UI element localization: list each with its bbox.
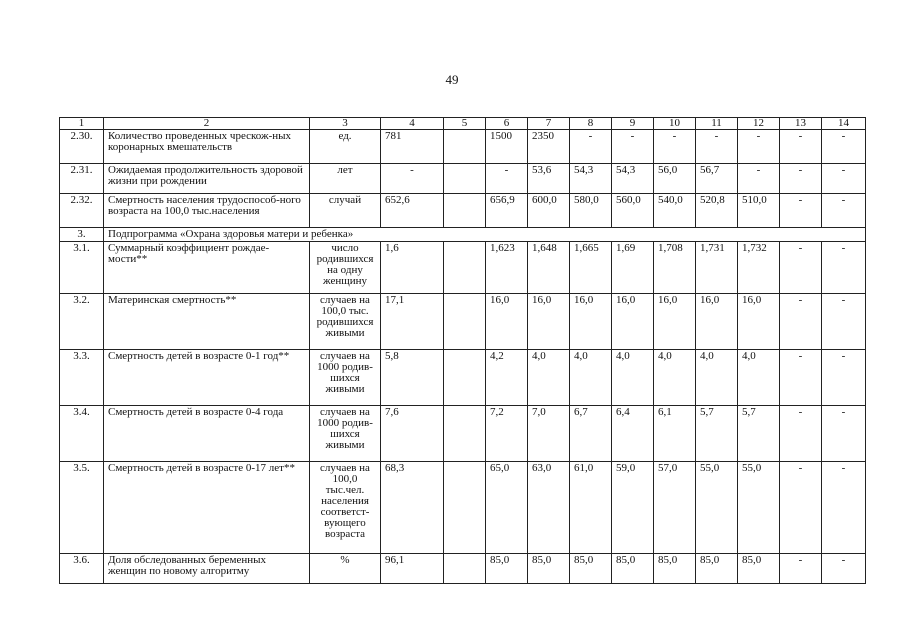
value-cell: - xyxy=(738,164,780,194)
value-cell: - xyxy=(822,242,866,294)
header-cell-4: 4 xyxy=(381,118,444,130)
value-cell: 85,0 xyxy=(612,554,654,584)
value-cell: 16,0 xyxy=(696,294,738,350)
value-cell: 1,623 xyxy=(486,242,528,294)
row-number: 3.6. xyxy=(60,554,104,584)
unit-cell: случаев на 100,0 тыс.чел. населения соответст-вующего возраста xyxy=(310,462,381,554)
value-cell: 16,0 xyxy=(528,294,570,350)
row-number: 3.4. xyxy=(60,406,104,462)
indicator-name: Смертность населения трудоспособ-ного возраста на 100,0 тыс.населения xyxy=(104,194,310,228)
value-cell: 61,0 xyxy=(570,462,612,554)
value-cell: 85,0 xyxy=(654,554,696,584)
value-cell: 85,0 xyxy=(486,554,528,584)
indicator-name: Смертность детей в возрасте 0-4 года xyxy=(104,406,310,462)
value-cell: - xyxy=(381,164,444,194)
value-cell: 85,0 xyxy=(738,554,780,584)
value-cell: 7,6 xyxy=(381,406,444,462)
value-cell xyxy=(444,462,486,554)
value-cell: 600,0 xyxy=(528,194,570,228)
value-cell: 7,2 xyxy=(486,406,528,462)
header-cell-12: 12 xyxy=(738,118,780,130)
unit-cell: случаев на 1000 родив-шихся живыми xyxy=(310,406,381,462)
header-row xyxy=(60,118,866,130)
value-cell: - xyxy=(738,130,780,164)
value-cell: 1,665 xyxy=(570,242,612,294)
value-cell: 85,0 xyxy=(570,554,612,584)
value-cell xyxy=(444,350,486,406)
value-cell: - xyxy=(780,242,822,294)
value-cell: 56,7 xyxy=(696,164,738,194)
value-cell: - xyxy=(486,164,528,194)
value-cell: 85,0 xyxy=(528,554,570,584)
row-number: 3.1. xyxy=(60,242,104,294)
value-cell: - xyxy=(822,164,866,194)
header-cell-6: 6 xyxy=(486,118,528,130)
value-cell: 96,1 xyxy=(381,554,444,584)
value-cell: 16,0 xyxy=(654,294,696,350)
row-number: 3.2. xyxy=(60,294,104,350)
value-cell: 5,8 xyxy=(381,350,444,406)
value-cell: 56,0 xyxy=(654,164,696,194)
unit-cell: лет xyxy=(310,164,381,194)
row-number: 3.5. xyxy=(60,462,104,554)
value-cell: 1,69 xyxy=(612,242,654,294)
value-cell: 16,0 xyxy=(486,294,528,350)
value-cell: 1,708 xyxy=(654,242,696,294)
table-row xyxy=(60,164,866,194)
value-cell: 7,0 xyxy=(528,406,570,462)
value-cell: 16,0 xyxy=(570,294,612,350)
value-cell: 580,0 xyxy=(570,194,612,228)
value-cell: - xyxy=(654,130,696,164)
value-cell: 4,0 xyxy=(654,350,696,406)
value-cell: - xyxy=(822,294,866,350)
header-cell-9: 9 xyxy=(612,118,654,130)
header-cell-5: 5 xyxy=(444,118,486,130)
value-cell: 63,0 xyxy=(528,462,570,554)
value-cell: 1500 xyxy=(486,130,528,164)
value-cell: - xyxy=(696,130,738,164)
value-cell xyxy=(444,294,486,350)
unit-cell: ед. xyxy=(310,130,381,164)
value-cell xyxy=(444,130,486,164)
header-cell-10: 10 xyxy=(654,118,696,130)
table-row xyxy=(60,194,866,228)
value-cell: - xyxy=(822,554,866,584)
value-cell: 65,0 xyxy=(486,462,528,554)
header-cell-7: 7 xyxy=(528,118,570,130)
value-cell: - xyxy=(612,130,654,164)
header-cell-8: 8 xyxy=(570,118,612,130)
value-cell: - xyxy=(780,194,822,228)
value-cell: 510,0 xyxy=(738,194,780,228)
value-cell: 652,6 xyxy=(381,194,444,228)
value-cell: - xyxy=(780,406,822,462)
unit-cell: число родившихся на одну женщину xyxy=(310,242,381,294)
indicator-name: Смертность детей в возрасте 0-17 лет** xyxy=(104,462,310,554)
value-cell: 560,0 xyxy=(612,194,654,228)
value-cell: 4,0 xyxy=(528,350,570,406)
value-cell: 4,0 xyxy=(696,350,738,406)
value-cell xyxy=(444,554,486,584)
header-cell-14: 14 xyxy=(822,118,866,130)
value-cell: 6,7 xyxy=(570,406,612,462)
value-cell: 55,0 xyxy=(696,462,738,554)
value-cell: 1,731 xyxy=(696,242,738,294)
row-number: 3. xyxy=(60,228,104,242)
value-cell: 5,7 xyxy=(696,406,738,462)
table-row xyxy=(60,554,866,584)
value-cell: 54,3 xyxy=(612,164,654,194)
value-cell: 16,0 xyxy=(612,294,654,350)
header-cell-1: 1 xyxy=(60,118,104,130)
value-cell xyxy=(444,406,486,462)
value-cell: 656,9 xyxy=(486,194,528,228)
value-cell: - xyxy=(780,164,822,194)
value-cell: - xyxy=(822,350,866,406)
header-cell-3: 3 xyxy=(310,118,381,130)
indicators-table xyxy=(59,117,866,584)
value-cell xyxy=(444,164,486,194)
indicator-name: Смертность детей в возрасте 0-1 год** xyxy=(104,350,310,406)
value-cell: 53,6 xyxy=(528,164,570,194)
row-number: 3.3. xyxy=(60,350,104,406)
row-number: 2.32. xyxy=(60,194,104,228)
table-row xyxy=(60,406,866,462)
table-row xyxy=(60,294,866,350)
value-cell: - xyxy=(822,406,866,462)
indicator-name: Материнская смертность** xyxy=(104,294,310,350)
value-cell: - xyxy=(780,462,822,554)
value-cell: 17,1 xyxy=(381,294,444,350)
page-number: 49 xyxy=(445,72,459,87)
value-cell: 520,8 xyxy=(696,194,738,228)
value-cell: 4,0 xyxy=(738,350,780,406)
value-cell: - xyxy=(822,130,866,164)
value-cell: 4,0 xyxy=(570,350,612,406)
value-cell: 2350 xyxy=(528,130,570,164)
unit-cell: случай xyxy=(310,194,381,228)
indicator-name: Количество проведенных чрескож-ных коронарных вмешательств xyxy=(104,130,310,164)
header-cell-11: 11 xyxy=(696,118,738,130)
value-cell: 55,0 xyxy=(738,462,780,554)
value-cell: 1,732 xyxy=(738,242,780,294)
value-cell: 1,648 xyxy=(528,242,570,294)
section-row xyxy=(60,228,866,242)
table-row xyxy=(60,242,866,294)
row-number: 2.31. xyxy=(60,164,104,194)
section-title: Подпрограмма «Охрана здоровья матери и ребенка» xyxy=(104,228,866,242)
indicator-name: Ожидаемая продолжительность здоровой жизни при рождении xyxy=(104,164,310,194)
value-cell: 5,7 xyxy=(738,406,780,462)
table-row xyxy=(60,130,866,164)
value-cell: 4,2 xyxy=(486,350,528,406)
value-cell: 6,1 xyxy=(654,406,696,462)
value-cell: 54,3 xyxy=(570,164,612,194)
value-cell: 1,6 xyxy=(381,242,444,294)
indicator-name: Доля обследованных беременных женщин по новому алгоритму xyxy=(104,554,310,584)
header-cell-13: 13 xyxy=(780,118,822,130)
value-cell: 4,0 xyxy=(612,350,654,406)
value-cell: - xyxy=(822,194,866,228)
value-cell xyxy=(444,194,486,228)
header-cell-2: 2 xyxy=(104,118,310,130)
unit-cell: % xyxy=(310,554,381,584)
value-cell: - xyxy=(570,130,612,164)
value-cell: - xyxy=(780,294,822,350)
value-cell: 59,0 xyxy=(612,462,654,554)
row-number: 2.30. xyxy=(60,130,104,164)
value-cell: - xyxy=(780,350,822,406)
value-cell: 781 xyxy=(381,130,444,164)
value-cell: 16,0 xyxy=(738,294,780,350)
value-cell: 57,0 xyxy=(654,462,696,554)
table-row xyxy=(60,350,866,406)
unit-cell: случаев на 100,0 тыс. родившихся живыми xyxy=(310,294,381,350)
value-cell: 540,0 xyxy=(654,194,696,228)
value-cell: - xyxy=(822,462,866,554)
value-cell: 68,3 xyxy=(381,462,444,554)
indicator-name: Суммарный коэффициент рождае-мости** xyxy=(104,242,310,294)
value-cell: 85,0 xyxy=(696,554,738,584)
value-cell: - xyxy=(780,130,822,164)
value-cell: - xyxy=(780,554,822,584)
table-row xyxy=(60,462,866,554)
value-cell xyxy=(444,242,486,294)
value-cell: 6,4 xyxy=(612,406,654,462)
unit-cell: случаев на 1000 родив-шихся живыми xyxy=(310,350,381,406)
